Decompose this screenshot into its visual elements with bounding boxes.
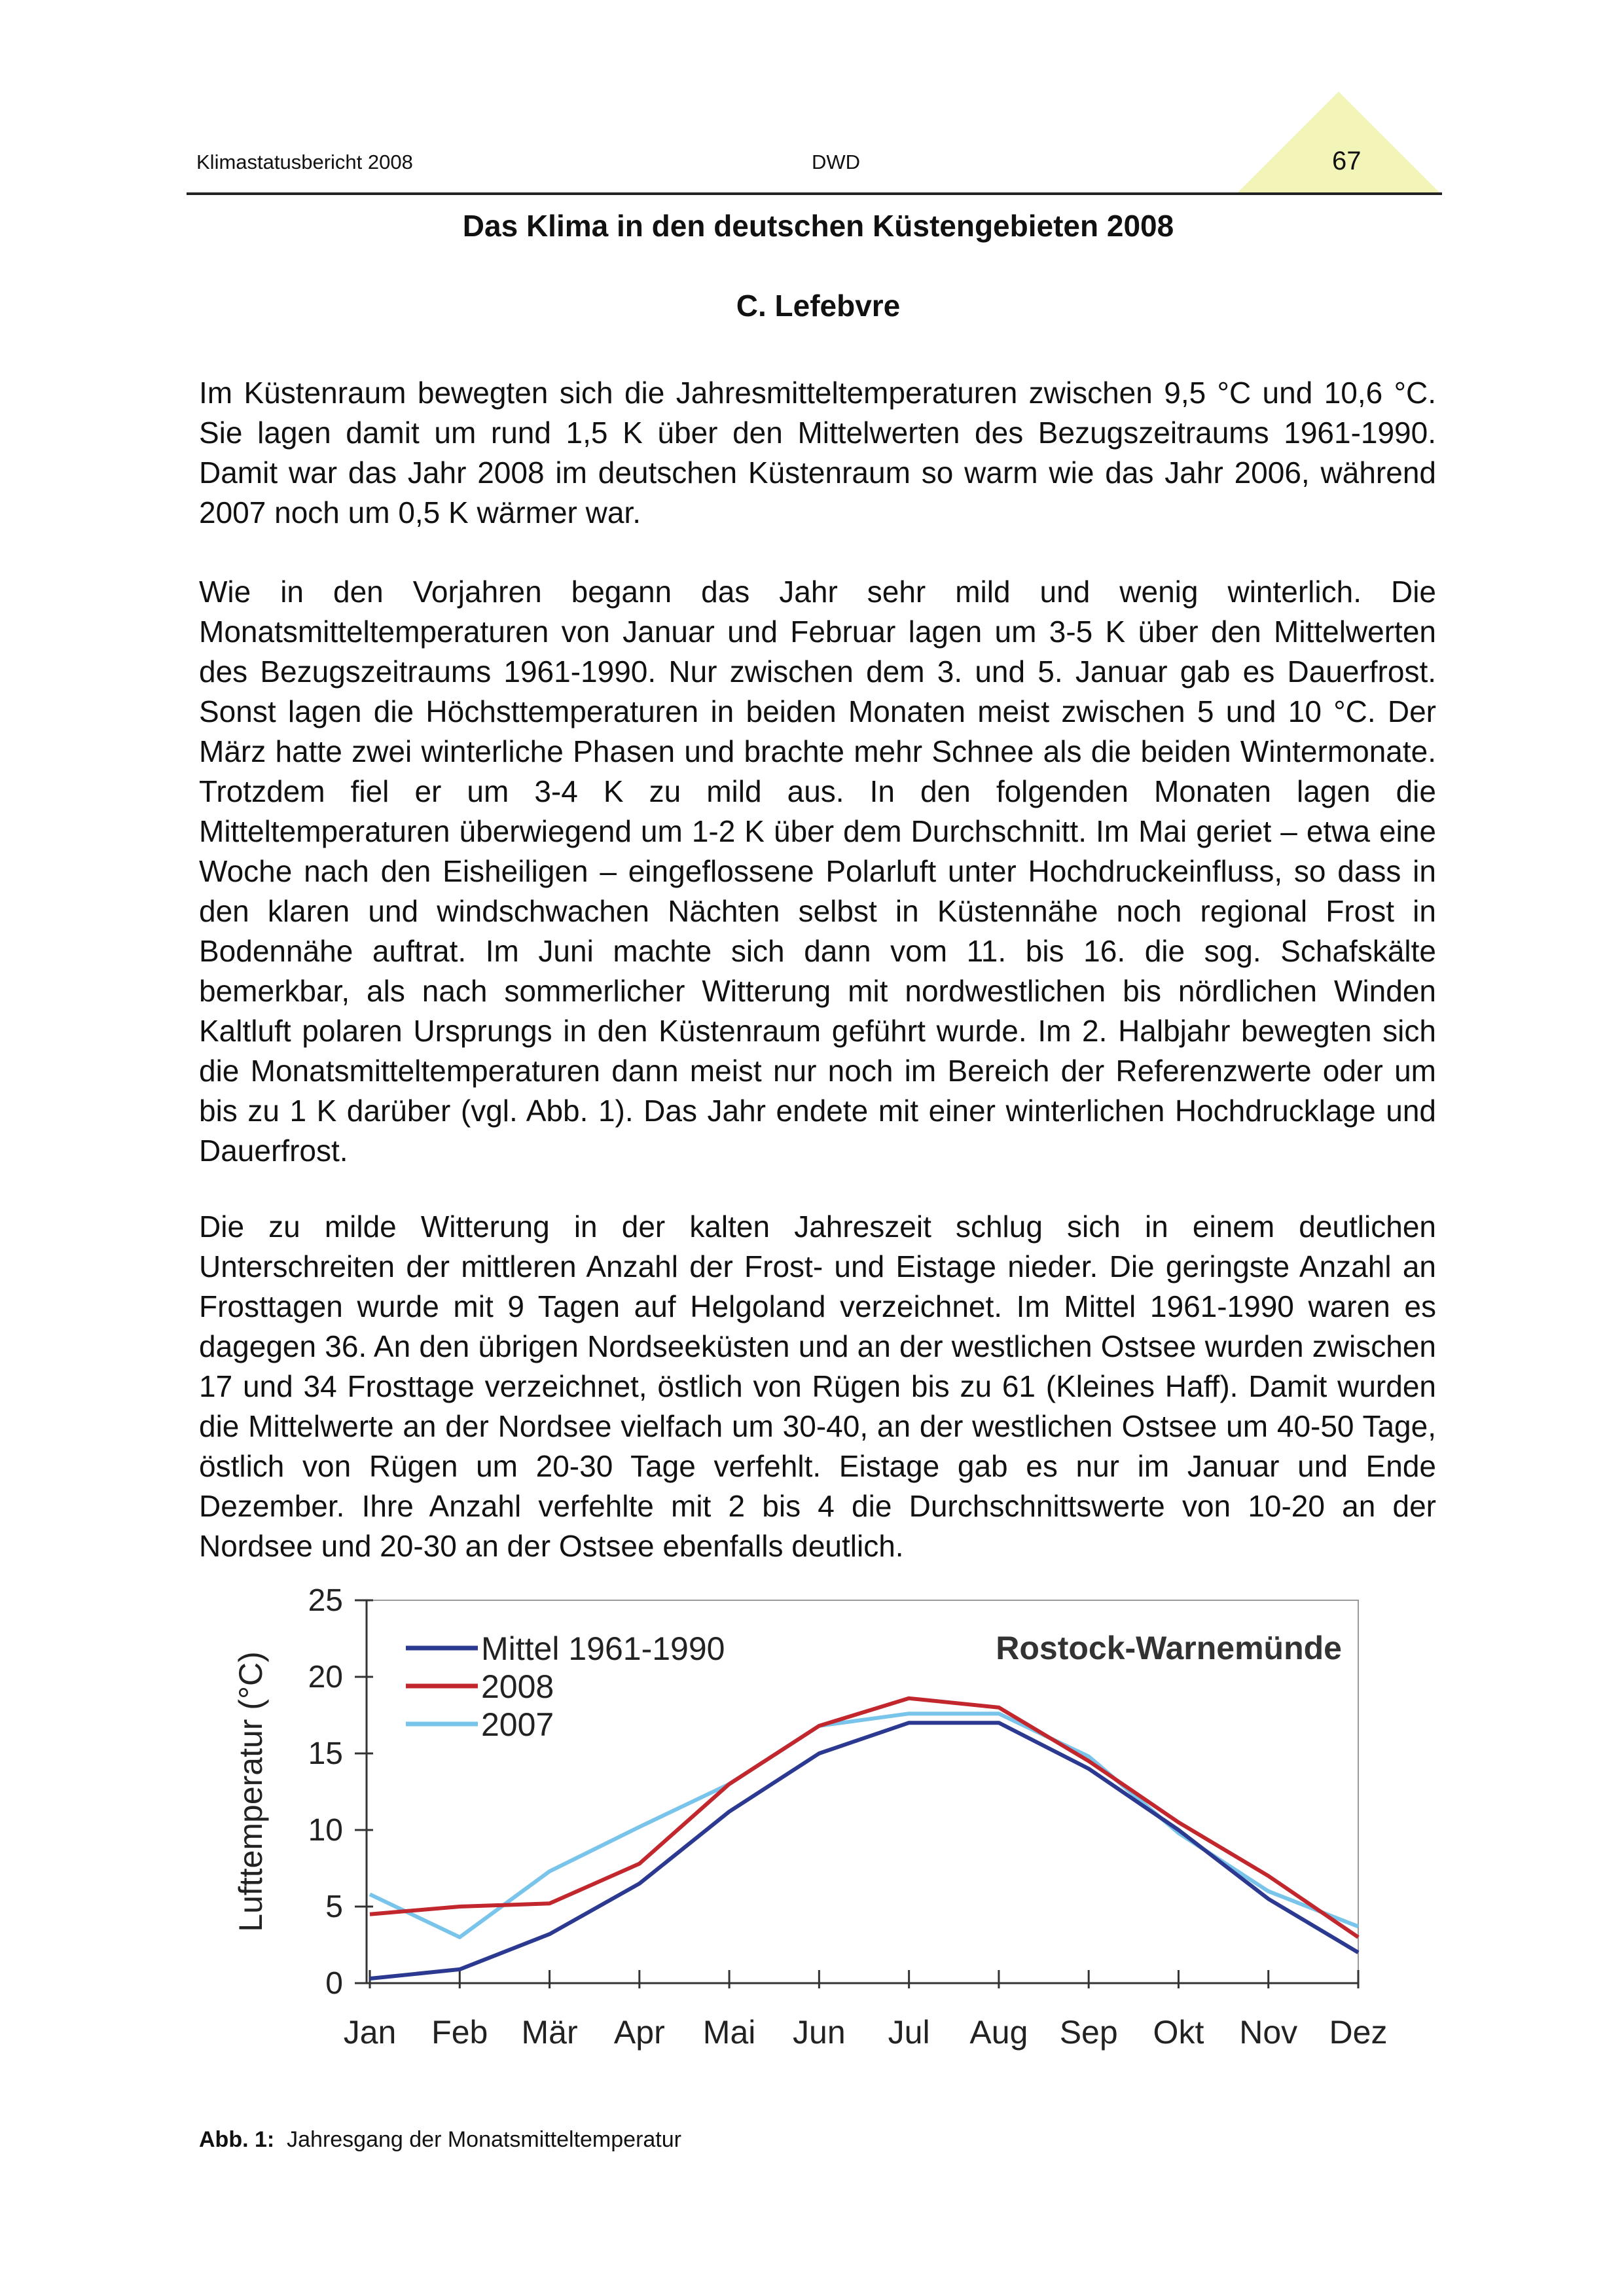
x-tick-label: Nov (1239, 2014, 1298, 2051)
chart-title: Rostock-Warnemünde (996, 1630, 1342, 1666)
page-number-triangle (1237, 92, 1440, 193)
line-chart (216, 1571, 1407, 2081)
header-rule (187, 192, 1442, 195)
x-tick-label: Jul (888, 2014, 930, 2051)
header-report-title: Klimastatusbericht 2008 (196, 151, 413, 173)
figure-caption (199, 2127, 681, 2153)
x-tick-label: Dez (1329, 2014, 1388, 2051)
x-tick-label: Apr (613, 2014, 665, 2051)
y-tick-label: 25 (308, 1583, 343, 1618)
figure-temperature-chart (216, 1571, 1407, 2081)
paragraph: Die zu milde Witterung in der kalten Jahreszeit schlug sich in einem deutlichen Unterschreiten der mittleren Anzahl der Frost- und Eistage nieder. Die geringste Anzahl an Frosttagen wurde mit 9 Tagen auf Helgoland verzeichnet. Im Mittel 1961-1990 waren es dagegen 36. An den übrigen Nordseeküsten und an der westlichen Ostsee wurden zwischen 17 und 34 Frosttage verzeichnet, östlich von Rügen bis zu 61 (Kleines Haff). Damit wurden die Mittelwerte an der Nordsee vielfach um 30-40, an der westlichen Ostsee um 40-50 Tage, östlich von Rügen um 20-30 Tage verfehlt. Eistage gab es nur im Januar und Ende Dezember. Ihre Anzahl verfehlte mit 2 bis 4 die Durchschnittswerte von 10-20 an der Nordsee und 20-30 an der Ostsee ebenfalls deutlich. (199, 1210, 1436, 1563)
series-line (370, 1723, 1358, 1979)
x-tick-label: Sep (1059, 2014, 1118, 2051)
article-title: Das Klima in den deutschen Küstengebieten 2008 (462, 209, 1174, 243)
y-tick-label: 0 (325, 1966, 343, 2001)
x-tick-label: Jan (343, 2014, 397, 2051)
x-tick-label: Jun (793, 2014, 846, 2051)
page-number: 67 (1332, 147, 1362, 175)
header-publisher: DWD (812, 151, 861, 173)
caption-text: Jahresgang der Monatsmitteltemperatur (287, 2127, 681, 2152)
caption-label: Abb. 1: (199, 2127, 275, 2152)
legend-label: Mittel 1961-1990 (481, 1630, 725, 1667)
y-tick-label: 15 (308, 1736, 343, 1771)
article-author: C. Lefebvre (736, 289, 901, 323)
paragraph: Im Küstenraum bewegten sich die Jahresmitteltemperaturen zwischen 9,5 °C und 10,6 °C. Sie lagen damit um rund 1,5 K über den Mittelwerten des Bezugszeitraums 1961-1990. Damit war das Jahr 2008 im deutschen Küstenraum so warm wie das Jahr 2006, während 2007 noch um 0,5 K wärmer war. (199, 376, 1436, 529)
y-tick-label: 10 (308, 1813, 343, 1848)
y-axis-label: Lufttemperatur (°C) (232, 1651, 269, 1932)
legend-label: 2008 (481, 1668, 554, 1705)
x-tick-label: Mai (702, 2014, 756, 2051)
x-tick-label: Mär (521, 2014, 578, 2051)
x-tick-label: Feb (431, 2014, 488, 2051)
page-header (196, 144, 1440, 196)
x-tick-label: Okt (1153, 2014, 1204, 2051)
y-tick-label: 5 (325, 1890, 343, 1924)
paragraph: Wie in den Vorjahren begann das Jahr sehr mild und wenig winterlich. Die Monatsmitteltemperaturen von Januar und Februar lagen um 3-5 K über den Mittelwerten des Bezugszeitraums 1961-1990. Nur zwischen dem 3. und 5. Januar gab es Dauerfrost. Sonst lagen die Höchsttemperaturen in beiden Monaten meist zwischen 5 und 10 °C. Der März hatte zwei winterliche Phasen und brachte mehr Schnee als die beiden Wintermonate. Trotzdem fiel er um 3-4 K zu mild aus. In den folgenden Monaten lagen die Mitteltemperaturen überwiegend um 1-2 K über dem Durchschnitt. Im Mai geriet – etwa eine Woche nach den Eisheiligen – eingeflossene Polarluft unter Hochdruckeinfluss, so dass in den klaren und windschwachen Nächten selbst in Küstennähe noch regional Frost in Bodennähe auftrat. Im Juni machte sich dann vom 11. bis 16. die sog. Schafskälte bemerkbar, als nach sommerlicher Witterung mit nordwestlichen bis nördlichen Winden Kaltluft polaren Ursprungs in den Küstenraum geführt wurde. Im 2. Halbjahr bewegten sich die Monatsmitteltemperaturen dann meist nur noch im Bereich der Referenzwerte oder um bis zu 1 K darüber (vgl. Abb. 1). Das Jahr endete mit einer winterlichen Hochdrucklage und Dauerfrost. (199, 575, 1436, 1168)
x-tick-label: Aug (969, 2014, 1028, 2051)
legend-label: 2007 (481, 1706, 554, 1743)
y-tick-label: 20 (308, 1660, 343, 1695)
